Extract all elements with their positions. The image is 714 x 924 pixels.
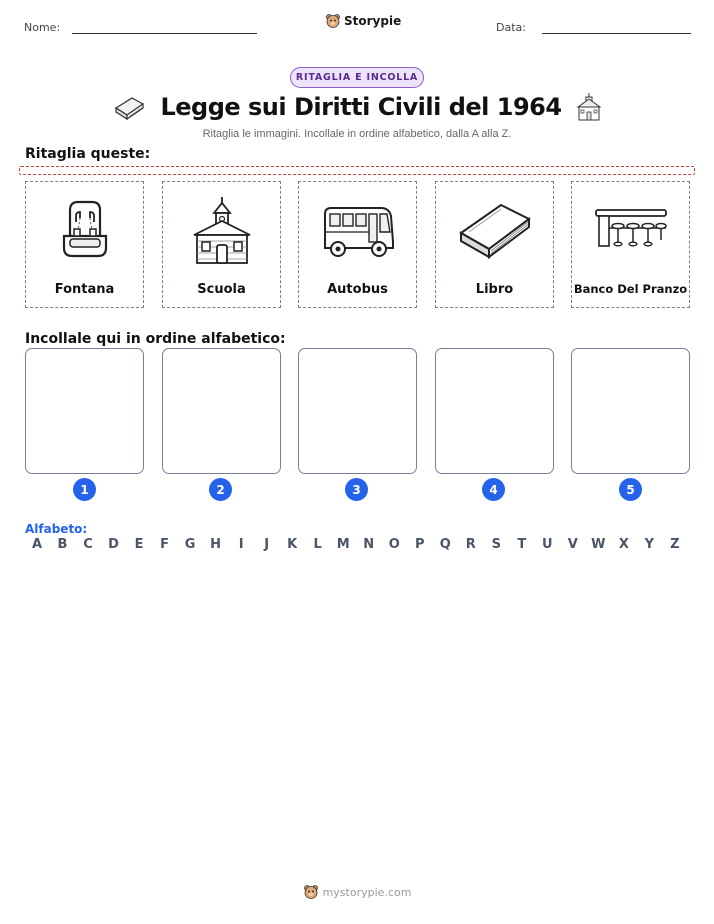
bear-mascot-icon (325, 13, 341, 29)
brand-name: Storypie (344, 14, 402, 28)
alphabet-letter: A (31, 537, 43, 552)
cut-card-banco-del-pranzo[interactable] (571, 181, 690, 308)
instructions-text: Ritaglia le immagini. Incollale in ordine alfabetico, dalla A alla Z. (202, 128, 512, 140)
title-row (0, 92, 714, 122)
cut-card-libro[interactable] (435, 181, 554, 308)
bus-icon (321, 202, 395, 260)
footer (0, 884, 714, 900)
alphabet-letter: V (567, 537, 578, 552)
cut-card-scuola[interactable] (162, 181, 281, 308)
page-title: Legge sui Diritti Civili del 1964 (160, 93, 562, 121)
alphabet-letter: H (210, 537, 222, 552)
alphabet-letter: R (465, 537, 476, 552)
alphabet-letter: W (591, 537, 606, 552)
date-line[interactable] (542, 33, 691, 34)
name-line[interactable] (72, 33, 257, 34)
paste-box-4[interactable] (435, 348, 554, 474)
cut-line (19, 166, 695, 175)
paste-box-5[interactable] (571, 348, 690, 474)
alphabet-letter: T (517, 537, 527, 552)
schoolhouse-icon (576, 92, 602, 122)
slot-number-badge: 2 (209, 478, 232, 501)
cut-card-fontana[interactable] (25, 181, 144, 308)
card-label: Libro (475, 282, 514, 297)
bear-mascot-icon (303, 884, 319, 900)
alphabet-letter: M (336, 537, 350, 552)
alphabet-letter: Y (644, 537, 655, 552)
book-icon (457, 199, 533, 263)
cut-section-label: Ritaglia queste: (25, 146, 151, 162)
name-label: Nome: (24, 21, 61, 34)
storypie-logo (325, 13, 401, 29)
slot-number-badge: 1 (73, 478, 96, 501)
lunch-counter-icon (594, 206, 668, 256)
paste-box-1[interactable] (25, 348, 144, 474)
cut-card-autobus[interactable] (298, 181, 417, 308)
paste-box-2[interactable] (162, 348, 281, 474)
card-label: Scuola (197, 282, 246, 297)
alphabet-letter: Q (439, 537, 451, 552)
alphabet-letter: Z (670, 537, 680, 552)
alphabet-strip (26, 537, 686, 552)
card-label: Fontana (54, 282, 115, 297)
slot-number-badge: 5 (619, 478, 642, 501)
date-label: Data: (496, 21, 526, 34)
alphabet-letter: N (363, 537, 375, 552)
alphabet-letter: L (313, 537, 322, 552)
alphabet-letter: E (134, 537, 144, 552)
alphabet-letter: O (388, 537, 400, 552)
alphabet-letter: J (264, 537, 270, 552)
alphabet-letter: U (542, 537, 553, 552)
card-label: Banco Del Pranzo (573, 282, 688, 296)
alphabet-letter: C (83, 537, 93, 552)
alphabet-label: Alfabeto: (25, 522, 88, 536)
alphabet-letter: X (618, 537, 629, 552)
book-icon (112, 94, 146, 120)
alphabet-letter: S (491, 537, 501, 552)
alphabet-letter: P (414, 537, 425, 552)
schoolhouse-icon (190, 195, 254, 267)
alphabet-letter: B (57, 537, 68, 552)
alphabet-letter: D (108, 537, 119, 552)
activity-badge: RITAGLIA E INCOLLA (290, 67, 424, 88)
paste-box-3[interactable] (298, 348, 417, 474)
slot-number-badge: 3 (345, 478, 368, 501)
water-fountain-icon (46, 196, 124, 266)
card-label: Autobus (327, 282, 388, 297)
paste-section-label: Incollale qui in ordine alfabetico: (25, 331, 286, 347)
alphabet-letter: K (287, 537, 298, 552)
alphabet-letter: G (184, 537, 196, 552)
alphabet-letter: I (238, 537, 244, 552)
slot-number-badge: 4 (482, 478, 505, 501)
footer-url[interactable]: mystorypie.com (322, 885, 412, 899)
alphabet-letter: F (160, 537, 170, 552)
